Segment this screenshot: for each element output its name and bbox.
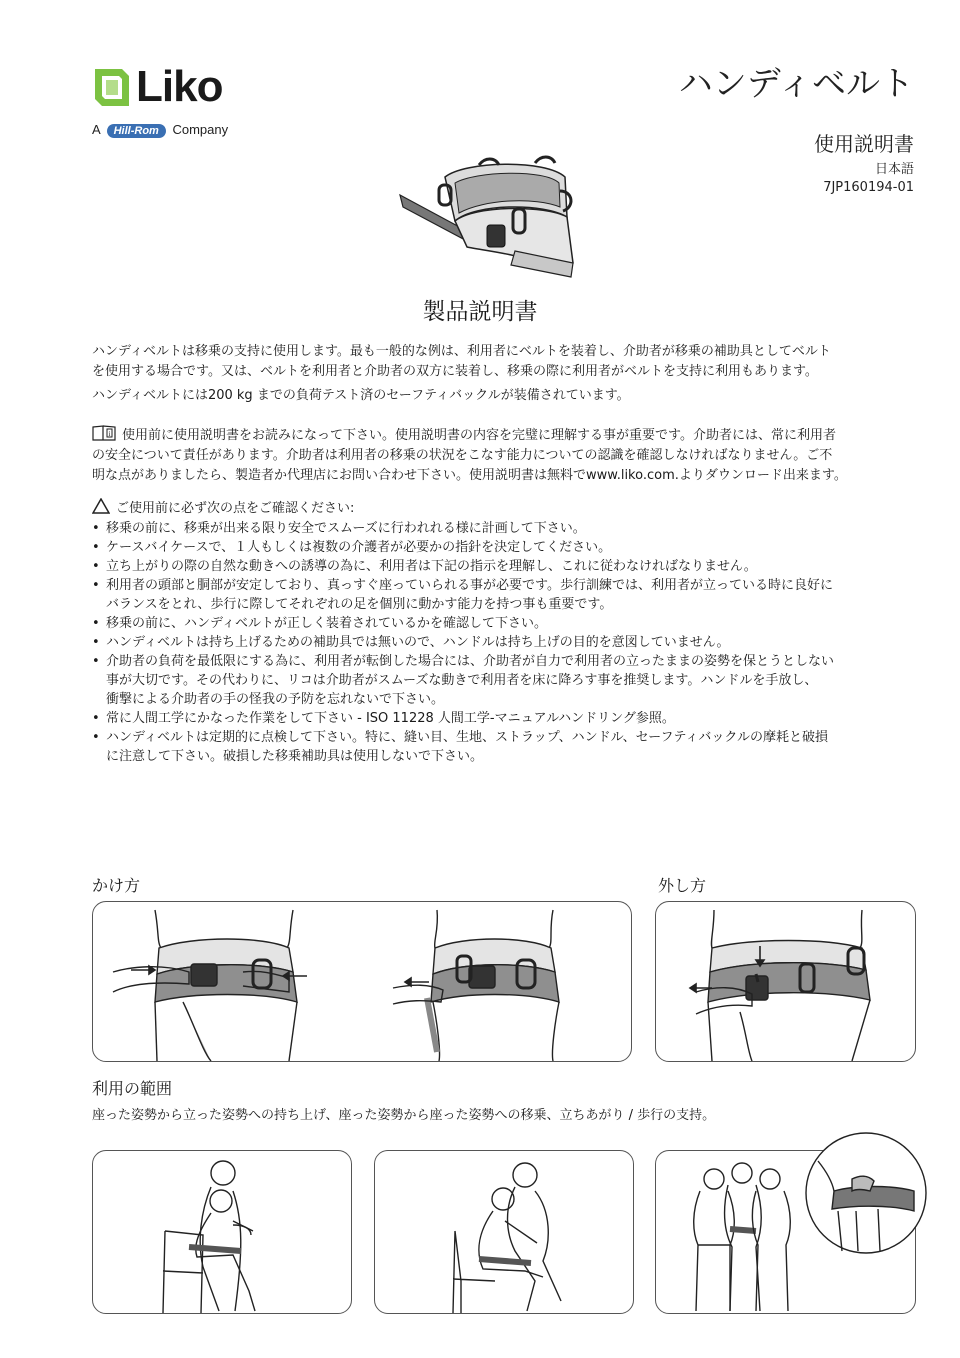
warning-item: [92, 652, 922, 709]
bullet-icon: •: [92, 578, 100, 593]
document-type: 使用説明書: [814, 132, 914, 156]
warning-item-line: 衝撃による介助者の手の怪我の予防を忘れないで下さい。: [106, 692, 445, 707]
description-line: ハンディベルトは移乗の支持に使用します。最も一般的な例は、利用者にベルトを装着し、介助者が移乗の補助具としてベルト: [92, 344, 831, 359]
warning-item-line: 事が大切です。その代わりに、リコは介助者がスムーズな動きで利用者を床に降ろす事を推奨します。ハンドルを手放し、: [106, 673, 818, 688]
language-label: 日本語: [874, 162, 914, 177]
document-number: 7JP160194-01: [823, 180, 914, 195]
warnings-heading: ご使用前に必ず次の点をご確認ください:: [116, 501, 355, 516]
warning-item: [92, 709, 922, 728]
warning-item: [92, 519, 922, 538]
product-description: [92, 342, 922, 406]
warning-item-line: 利用者の頭部と胴部が安定しており、真っすぐ座っていられる事が必要です。歩行訓練では、利用者が立っている時に良好に: [106, 578, 833, 593]
warning-item-line: 立ち上がりの際の自然な動きへの誘導の為に、利用者は下記の指示を理解し、これに従わなければなりません。: [106, 559, 757, 574]
remove-illustration: [656, 902, 915, 1061]
section-heading-attach: かけ方: [92, 876, 141, 895]
warnings-list: [92, 519, 922, 766]
manual-note-line: 使用前に使用説明書をお読みになって下さい。使用説明書の内容を完璧に理解する事が重要です。介助者には、常に利用者: [122, 428, 836, 443]
walking-illustration: [656, 1151, 915, 1313]
section-heading-scope: 利用の範囲: [92, 1079, 173, 1098]
description-line: を使用する場合です。又は、ベルトを利用者と介助者の双方に装着し、移乗の際に利用者がベルトを支持に利用もあります。: [92, 364, 818, 379]
warning-item-line: 介助者の負荷を最低限にする為に、利用者が転倒した場合には、介助者が自力で利用者の立ったままの姿勢を保とうとしない: [106, 654, 835, 669]
warning-item: [92, 633, 922, 652]
book-info-icon: [92, 425, 116, 441]
tagline-prefix: A: [92, 122, 100, 137]
manual-note: [92, 425, 922, 486]
scope-illustration-sit-to-stand: [92, 1150, 352, 1314]
logo-tagline: [92, 122, 228, 138]
remove-illustration-panel: [655, 901, 916, 1062]
warning-item-line: ケースバイケースで、１人もしくは複数の介護者が必要かの指針を決定してください。: [106, 540, 612, 555]
warning-item-line: 移乗の前に、ハンディベルトが正しく装着されているかを確認して下さい。: [106, 616, 547, 631]
attach-illustration: [93, 902, 631, 1061]
tagline-suffix: Company: [172, 122, 229, 137]
attach-illustration-panel: [92, 901, 632, 1062]
hillrom-badge: Hill-Rom: [107, 124, 166, 138]
brand-logo: [92, 62, 242, 142]
logo-wordmark: Liko: [136, 62, 223, 111]
sit-to-stand-illustration: [93, 1151, 351, 1313]
liko-logo-icon: [92, 66, 132, 112]
svg-text:i: i: [108, 430, 111, 438]
warning-item-line: 移乗の前に、移乗が出来る限り安全でスムーズに行われれる様に計画して下さい。: [106, 521, 586, 536]
transfer-illustration: [375, 1151, 633, 1313]
bullet-icon: •: [92, 521, 100, 536]
document-title: ハンディベルト: [678, 64, 914, 104]
warning-triangle-icon: [92, 498, 110, 514]
warning-item-line: 常に人間工学にかなった作業をして下さい - ISO 11228 人間工学-マニュアルハンドリング参照。: [106, 711, 675, 726]
warning-item: [92, 614, 922, 633]
scope-illustration-transfer: [374, 1150, 634, 1314]
bullet-icon: •: [92, 654, 100, 669]
bullet-icon: •: [92, 540, 100, 555]
bullet-icon: •: [92, 711, 100, 726]
scope-illustration-walking: [655, 1150, 916, 1314]
manual-note-line: の安全について責任があります。介助者は利用者の移乗の状況をこなす能力についての認識を確認しなければなりません。ご不: [92, 448, 833, 463]
manual-note-line: 明な点がありましたら、製造者か代理店にお問い合わせ下さい。使用説明書は無料でwww.liko.com.よりダウンロード出来ます。: [92, 468, 847, 483]
warning-item-line: バランスをとれ、歩行に際してそれぞれの足を個別に動かす能力を持つ事も重要です。: [106, 597, 613, 612]
warning-item-line: ハンディベルトは定期的に点検して下さい。特に、縫い目、生地、ストラップ、ハンドル、セーフティバックルの摩耗と破損: [106, 730, 829, 745]
warning-item-line: ハンディベルトは持ち上げるための補助具では無いので、ハンドルは持ち上げの目的を意図していません。: [106, 635, 730, 650]
warning-item: [92, 557, 922, 576]
warning-item: [92, 576, 922, 614]
section-heading-product: 製品説明書: [422, 299, 538, 325]
section-heading-remove: 外し方: [658, 876, 707, 895]
bullet-icon: •: [92, 730, 100, 745]
belt-illustration: [395, 155, 585, 285]
bullet-icon: •: [92, 559, 100, 574]
warning-item-line: に注意して下さい。破損した移乗補助具は使用しないで下さい。: [106, 749, 484, 764]
scope-description: 座った姿勢から立った姿勢への持ち上げ、座った姿勢から座った姿勢への移乗、立ちあがり / 歩行の支持。: [92, 1108, 716, 1123]
description-line: ハンディベルトには200 kg までの負荷テスト済のセーフティバックルが装備されています。: [92, 388, 630, 403]
bullet-icon: •: [92, 616, 100, 631]
warning-item: [92, 538, 922, 557]
bullet-icon: •: [92, 635, 100, 650]
warnings-block: [92, 498, 922, 766]
warning-item: [92, 728, 922, 766]
